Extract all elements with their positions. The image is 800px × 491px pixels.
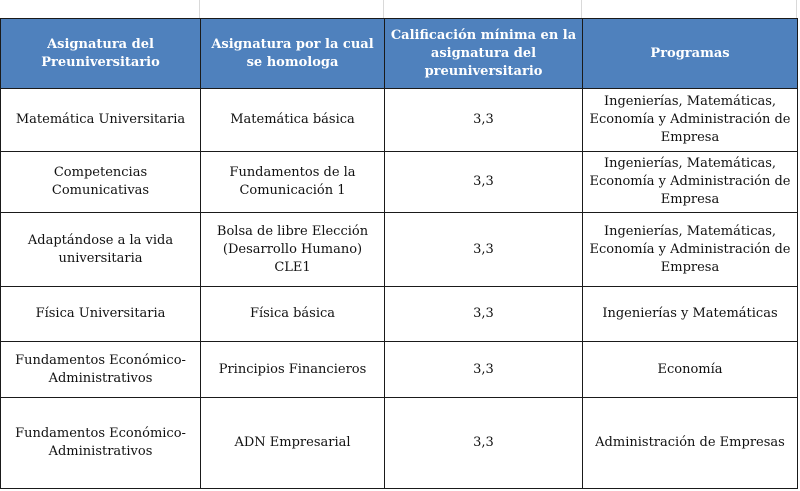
- grid-column-c: [384, 0, 582, 18]
- cell-minimum-grade[interactable]: 3,3: [385, 89, 583, 152]
- cell-homologated-subject[interactable]: Matemática básica: [201, 89, 385, 152]
- header-cell-minimum-grade[interactable]: Calificación mínima en la asignatura del preuniversitario: [385, 19, 583, 89]
- table-header-row: [1, 19, 798, 89]
- cell-homologated-subject[interactable]: Principios Financieros: [201, 342, 385, 398]
- cell-preuniversity-subject[interactable]: Matemática Universitaria: [1, 89, 201, 152]
- cell-minimum-grade[interactable]: 3,3: [385, 152, 583, 213]
- table-row: [1, 89, 798, 152]
- table-row: [1, 287, 798, 342]
- header-cell-homologated-subject[interactable]: Asignatura por la cual se homologa: [201, 19, 385, 89]
- header-cell-preuniversity-subject[interactable]: Asignatura del Preuniversitario: [1, 19, 201, 89]
- cell-preuniversity-subject[interactable]: Fundamentos Económico-Administrativos: [1, 398, 201, 489]
- cell-homologated-subject[interactable]: ADN Empresarial: [201, 398, 385, 489]
- cell-preuniversity-subject[interactable]: Competencias Comunicativas: [1, 152, 201, 213]
- table-row: [1, 342, 798, 398]
- cell-homologated-subject[interactable]: Fundamentos de la Comunicación 1: [201, 152, 385, 213]
- cell-minimum-grade[interactable]: 3,3: [385, 398, 583, 489]
- homologation-table: [0, 18, 798, 489]
- cell-programs[interactable]: Ingenierías, Matemáticas, Economía y Administración de Empresa: [583, 152, 798, 213]
- cell-programs[interactable]: Economía: [583, 342, 798, 398]
- table-row: [1, 213, 798, 287]
- cell-preuniversity-subject[interactable]: Fundamentos Económico-Administrativos: [1, 342, 201, 398]
- cell-programs[interactable]: Ingenierías, Matemáticas, Economía y Administración de Empresa: [583, 213, 798, 287]
- table-row: [1, 398, 798, 489]
- cell-programs[interactable]: Administración de Empresas: [583, 398, 798, 489]
- grid-column-d: [582, 0, 797, 18]
- cell-minimum-grade[interactable]: 3,3: [385, 213, 583, 287]
- cell-preuniversity-subject[interactable]: Física Universitaria: [1, 287, 201, 342]
- cell-homologated-subject[interactable]: Física básica: [201, 287, 385, 342]
- cell-programs[interactable]: Ingenierías y Matemáticas: [583, 287, 798, 342]
- grid-column-b: [200, 0, 384, 18]
- grid-column-a: [0, 0, 200, 18]
- cell-programs[interactable]: Ingenierías, Matemáticas, Economía y Administración de Empresa: [583, 89, 798, 152]
- cell-preuniversity-subject[interactable]: Adaptándose a la vida universitaria: [1, 213, 201, 287]
- cell-minimum-grade[interactable]: 3,3: [385, 287, 583, 342]
- table-row: [1, 152, 798, 213]
- gridline-strip: [0, 0, 800, 18]
- header-cell-programs[interactable]: Programas: [583, 19, 798, 89]
- cell-minimum-grade[interactable]: 3,3: [385, 342, 583, 398]
- cell-homologated-subject[interactable]: Bolsa de libre Elección (Desarrollo Humano) CLE1: [201, 213, 385, 287]
